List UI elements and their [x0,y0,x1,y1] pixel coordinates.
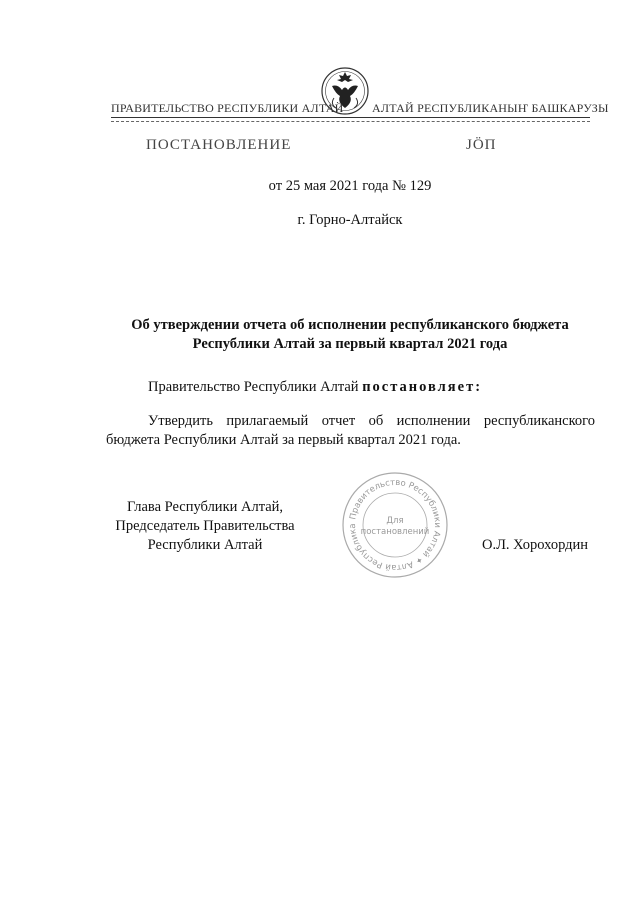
header-rule-bottom [111,121,590,122]
resolution-intro-verb: постановляет: [362,379,483,395]
official-stamp [340,470,450,580]
resolution-text: Утвердить прилагаемый отчет об исполнении республиканского бюджета Республики Алтай за первый квартал 2021 года. [106,413,595,448]
doc-title-line2: Республики Алтай за первый квартал 2021 года [192,336,508,352]
signatory-role-line1: Глава Республики Алтай, [126,499,284,515]
stamp-center-line1: Для [386,516,404,526]
header-rule-top [111,117,590,118]
doc-title-line1: Об утверждении отчета об исполнении республиканского бюджета [131,317,569,333]
doctype-altai: ЈӦП [466,137,497,153]
city-line: г. Горно-Алтайск [297,212,403,228]
stamp-center-line2: постановлений [360,527,430,537]
date-line: от 25 мая 2021 года № 129 [268,178,432,194]
svg-text:Правительство Республики Алтай: Правительство Республики Алтай ✦ Алтай Республика [347,477,443,573]
government-name-altai: АЛТАЙ РЕСПУБЛИКАНЫҤ БАШКАРУЗЫ [372,101,609,115]
doctype-ru: ПОСТАНОВЛЕНИЕ [146,137,292,153]
signatory-name: О.Л. Хорохордин [482,537,589,553]
resolution-intro [148,378,482,397]
government-name-ru: ПРАВИТЕЛЬСТВО РЕСПУБЛИКИ АЛТАЙ [111,101,344,115]
signatory-role-line3: Республики Алтай [147,537,263,553]
signatory-role-line2: Председатель Правительства [115,518,295,534]
resolution-intro-prefix: Правительство Республики Алтай [148,379,359,395]
